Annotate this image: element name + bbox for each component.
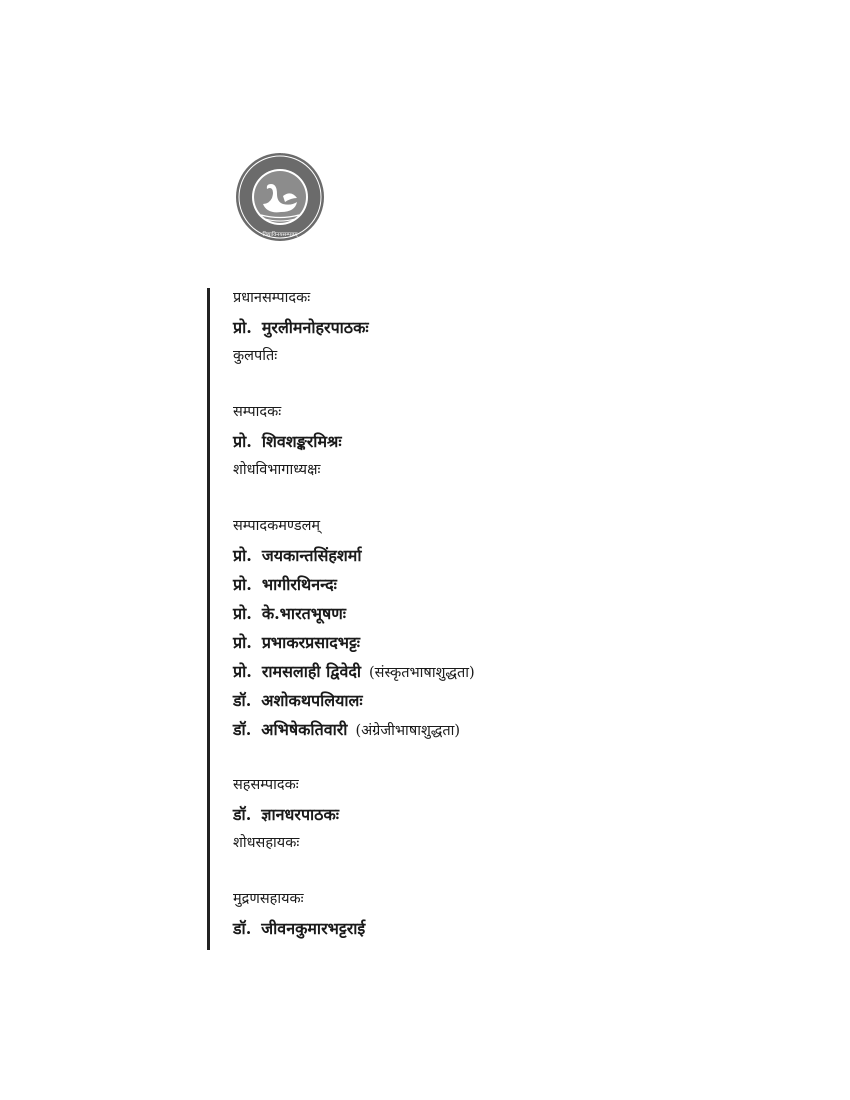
print-assistant-role: मुद्रणसहायकः — [233, 891, 304, 907]
swan-emblem-icon — [233, 147, 327, 242]
member-name: रामसलाही द्विवेदी — [261, 662, 361, 681]
member-title: डॉ. — [233, 720, 252, 739]
print-assistant-name: जीवनकुमारभट्टराई — [261, 919, 366, 938]
emblem-arc-text: श्रीलालबहादुरशास्त्रीराष्ट्रियसंस्कृतविद्यापीठम् — [233, 147, 325, 154]
board-member — [233, 570, 793, 599]
editor-name: शिवशङ्करमिश्रः — [261, 432, 342, 451]
print-assistant-name-line — [233, 914, 793, 943]
editor-role: सम्पादकः — [233, 404, 282, 420]
editorial-board — [233, 284, 793, 943]
left-vertical-rule — [207, 288, 210, 950]
editor-name-line — [233, 427, 793, 456]
member-name: प्रभाकरप्रसादभट्टः — [261, 633, 361, 652]
member-title: प्रो. — [233, 604, 252, 623]
co-editor-designation: शोधसहायकः — [233, 835, 300, 851]
print-assistant-title: डॉ. — [233, 919, 252, 938]
member-title: डॉ. — [233, 691, 252, 710]
member-name: भागीरथिनन्दः — [261, 575, 337, 594]
spacer — [233, 744, 793, 771]
spacer — [233, 858, 793, 885]
co-editor-name-line — [233, 800, 793, 829]
member-note: (संस्कृतभाषाशुद्धता) — [368, 665, 475, 681]
chief-editor-role: प्रधानसम्पादकः — [233, 290, 311, 306]
member-name: जयकान्तसिंहशर्मा — [261, 546, 362, 565]
board-member — [233, 657, 793, 686]
member-name: के.भारतभूषणः — [261, 604, 347, 623]
board-member — [233, 628, 793, 657]
member-name: अशोकथपलियालः — [261, 691, 363, 710]
board-member — [233, 686, 793, 715]
board-member — [233, 599, 793, 628]
board-heading: सम्पादकमण्डलम् — [233, 518, 321, 534]
chief-editor-designation: कुलपतिः — [233, 348, 278, 364]
chief-editor-name: मुरलीमनोहरपाठकः — [261, 318, 369, 337]
board-member — [233, 715, 793, 744]
member-title: प्रो. — [233, 575, 252, 594]
member-title: प्रो. — [233, 546, 252, 565]
emblem-motto: विद्याविनयसम्पन्नम् — [262, 232, 298, 238]
member-title: प्रो. — [233, 662, 252, 681]
spacer — [233, 485, 793, 512]
university-emblem — [233, 147, 327, 242]
co-editor-title: डॉ. — [233, 805, 252, 824]
co-editor-name: ज्ञानधरपाठकः — [261, 805, 339, 824]
member-title: प्रो. — [233, 633, 252, 652]
member-name: अभिषेकतिवारी — [261, 720, 348, 739]
board-member — [233, 541, 793, 570]
editor-title: प्रो. — [233, 432, 252, 451]
editor-designation: शोधविभागाध्यक्षः — [233, 462, 321, 478]
chief-editor-name-line — [233, 313, 793, 342]
co-editor-role: सहसम्पादकः — [233, 777, 299, 793]
chief-editor-title: प्रो. — [233, 318, 252, 337]
member-note: (अंग्रेजीभाषाशुद्धता) — [355, 723, 461, 739]
spacer — [233, 371, 793, 398]
